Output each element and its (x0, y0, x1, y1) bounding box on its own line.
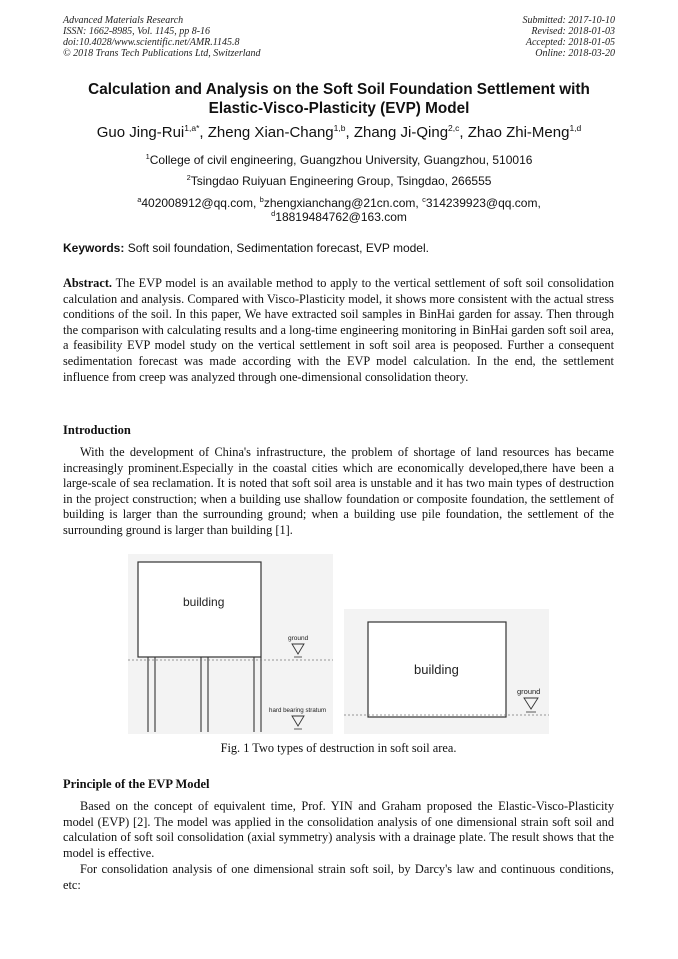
paper-title: Calculation and Analysis on the Soft Soil Foundation Settlement with Elastic-Visco-Plasticity (EVP) Model (88, 81, 590, 117)
journal-name: Advanced Materials Research (63, 15, 184, 26)
ground-level-marker (524, 698, 538, 709)
author-name: Guo Jing-Rui (96, 124, 185, 141)
author-email-d: $^d$18819484762@163.com (271, 209, 407, 224)
ground-label: ground (288, 635, 309, 642)
building-label: building (414, 662, 459, 677)
copyright-line: © 2018 Trans Tech Publications Ltd, Switzerland (63, 48, 261, 59)
online-date: Online: 2018-03-20 (535, 48, 615, 59)
figure-caption: Fig. 1 Two types of destruction in soft soil area. (220, 741, 457, 755)
ground-level-marker (292, 644, 304, 654)
hard-stratum-label: hard bearing stratum (269, 707, 327, 714)
author-name: Zheng Xian-Chang (207, 124, 334, 141)
revised-date: Revised: 2018-01-03 (531, 26, 615, 37)
section-heading-evp-model: Principle of the EVP Model (63, 777, 210, 791)
author-name: Zhao Zhi-Meng (467, 124, 570, 141)
submission-dates (523, 15, 616, 59)
author-emails: $^a$402008912@qq.com, $^b$zhengxianchang@21cn.com, $^c$314239923@qq.com, (137, 195, 541, 210)
evp-paragraph-1: Based on the concept of equivalent time, Prof. YIN and Graham proposed the Elastic-Visco-Plasticity model (EVP) [2]. The model was applied in the consolidation analysis of one dimensional strain soft soil and calculation of soft soil consolidation (axial symmetry) analysis with a drainage plate. The result shows that the model is effective. (63, 799, 614, 860)
abstract: Abstract. The EVP model is an available method to apply to the vertical settlement of soft soil consolidation calculation and analysis. Compared with Visco-Plasticity model, it shows more consistent with the actual stress conditions of the soil. In this paper, We have extracted soil samples in BinHai garden for assay. Then through the comparison with calculating results and a long-time engineering monitoring in BinHai garden soft soil area, a feasibility EVP model study on the vertical settlement in soft soil area is peoposed. Further a consequent sedimentation forecast was made according with the EVP model calculation. In the end, the settlement influence from creep was analyzed through one-dimensional consolidation theory. (63, 276, 614, 384)
shallow-foundation-diagram (344, 609, 549, 734)
building-outline (138, 562, 261, 657)
evp-paragraph-2: For consolidation analysis of one dimensional strain soft soil, by Darcy's law and continuous conditions, etc: (63, 862, 614, 892)
issn-line: ISSN: 1662-8985, Vol. 1145, pp 8-16 (63, 26, 211, 37)
stratum-level-marker (292, 716, 304, 726)
section-heading-introduction: Introduction (63, 423, 131, 437)
journal-info (63, 15, 261, 59)
affiliation-1: $^1$College of civil engineering, Guangzhou University, Guangzhou, 510016 (145, 152, 533, 167)
pile-foundation-diagram (128, 554, 333, 734)
submitted-date: Submitted: 2017-10-10 (522, 15, 615, 26)
building-label: building (183, 595, 225, 609)
author-name: Zhang Ji-Qing (353, 124, 449, 141)
doi-line: doi:10.4028/www.scientific.net/AMR.1145.8 (63, 37, 240, 48)
introduction-paragraph: With the development of China's infrastructure, the problem of shortage of land resources has became increasingly prominent.Especially in the coastal cities which are economically developed,there have been a large-scale of sea reclamation. It is noted that soft soil area is unstable and it has two main types of destruction in the project construction; when a building use shallow foundation or composite foundation, the settlement of building is larger than the surrounding ground; when a building use pile foundation, the settlement of the surrounding ground is larger than building [1]. (63, 445, 614, 537)
keywords: Keywords: Soft soil foundation, Sedimentation forecast, EVP model. (63, 241, 429, 255)
accepted-date: Accepted: 2018-01-05 (525, 37, 615, 48)
ground-label: ground (517, 687, 541, 696)
author-list: Guo Jing-Rui$^{1,a*}$, Zheng Xian-Chang$^{1,b}$, Zhang Ji-Qing$^{2,c}$, Zhao Zhi-Meng$^{1,d}$ (96, 123, 582, 141)
affiliation-2: $^2$Tsingdao Ruiyuan Engineering Group, Tsingdao, 266555 (186, 173, 492, 188)
